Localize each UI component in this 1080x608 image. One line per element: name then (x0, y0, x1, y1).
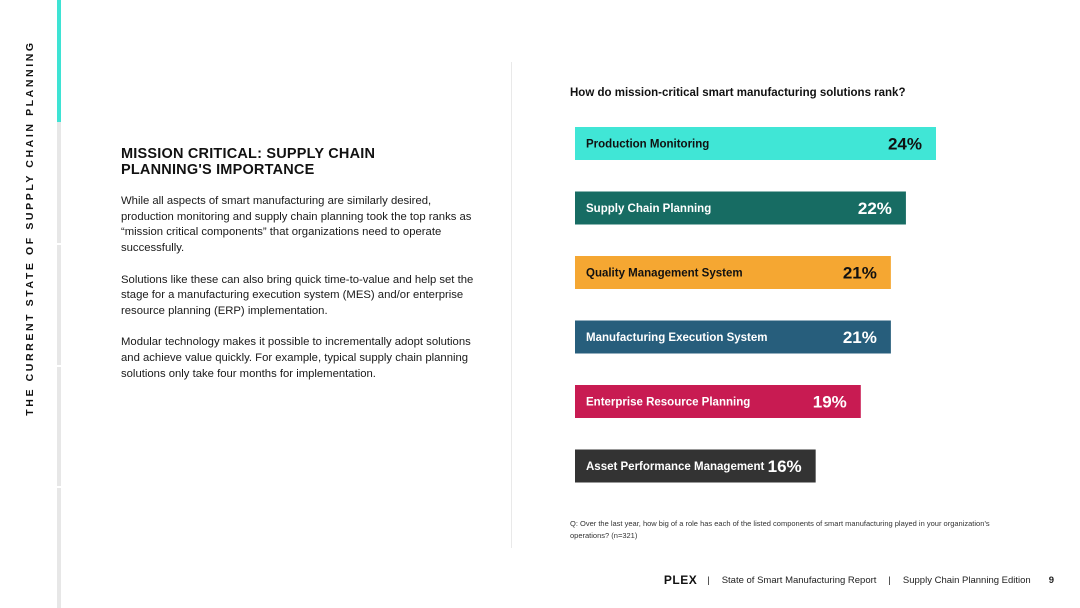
bar-value-manufacturing-execution-system: 21% (842, 328, 877, 347)
bar-label-production-monitoring: Production Monitoring (586, 138, 710, 151)
footer (664, 573, 1054, 587)
bar-label-quality-management-system: Quality Management System (586, 267, 743, 280)
footer-report-name: State of Smart Manufacturing Report (721, 574, 877, 586)
footer-separator: | (707, 574, 710, 586)
paragraph-3: Modular technology makes it possible to incrementally adopt solutions and achieve value quickly. For example, typical supply chain planning solutions only take four months for implementation. (121, 336, 471, 380)
bar-value-supply-chain-planning: 22% (857, 199, 892, 218)
bar-value-enterprise-resource-planning: 19% (812, 392, 847, 412)
bar-value-quality-management-system: 21% (842, 263, 877, 283)
bar-value-asset-performance-management: 16% (767, 457, 802, 476)
bar-value-production-monitoring: 24% (887, 134, 922, 154)
paragraph-1: While all aspects of smart manufacturing are similarly desired, production monitoring and supply chain planning took the top ranks as “mission critical components” that organizations need to operate successfully. (121, 195, 472, 255)
footer-edition: Supply Chain Planning Edition (902, 574, 1031, 586)
page-number: 9 (1048, 574, 1054, 586)
chart-title: How do mission-critical smart manufacturing solutions rank? (570, 87, 906, 99)
footer-separator: | (888, 574, 891, 586)
plex-logo: PLEX (663, 573, 698, 587)
bar-label-supply-chain-planning: Supply Chain Planning (586, 203, 712, 215)
bar-label-manufacturing-execution-system: Manufacturing Execution System (586, 332, 768, 344)
bar-label-enterprise-resource-planning: Enterprise Resource Planning (586, 396, 751, 409)
section-heading: MISSION CRITICAL: SUPPLY CHAIN PLANNING'S IMPORTANCE (121, 146, 376, 178)
chart-footnote: Q: Over the last year, how big of a role has each of the listed components of smart manufacturing played in your organization’s operations? (n=321) (570, 519, 990, 540)
paragraph-2: Solutions like these can also bring quick time-to-value and help set the stage for a manufacturing execution system (MES) and/or enterprise resource planning (ERP) implementation. (121, 273, 474, 317)
bar-label-asset-performance-management: Asset Performance Management (586, 461, 765, 473)
vertical-section-title: THE CURRENT STATE OF SUPPLY CHAIN PLANNING (24, 40, 36, 416)
